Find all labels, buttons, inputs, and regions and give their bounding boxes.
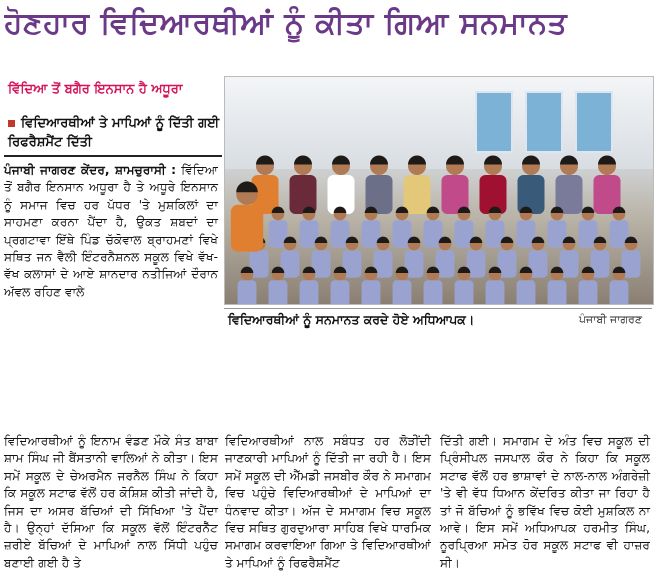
person-figure	[332, 156, 350, 165]
bullet-icon	[8, 120, 15, 127]
person-figure	[331, 280, 350, 304]
person-figure	[408, 156, 426, 165]
photo-caption-bar	[224, 308, 652, 331]
photo-window	[575, 91, 613, 153]
person-figure	[484, 156, 502, 165]
person-figure	[370, 156, 388, 165]
person-figure	[393, 280, 412, 304]
person-figure	[231, 205, 263, 252]
dateline: ਪੰਜਾਬੀ ਜਾਗਰਣ ਕੇਂਦਰ, ਸ਼ਾਮਚੁਰਾਸੀ :	[4, 163, 177, 177]
person-figure	[579, 280, 598, 304]
article-column-3: ਵਿਦਿਆਰਥੀਆਂ ਨਾਲ ਸਬੰਧਤ ਹਰ ਲੋੜੀਂਦੀ ਜਾਣਕਾਰੀ ਮਾਪਿਆਂ ਨੂੰ ਦਿੱਤੀ ਜਾ ਰਹੀ ਹੈ। ਇਸ ਸਮੇਂ ਸਕੂਲ ਦੀ ਐੱਮਡੀ ਜਸਬੀਰ ਕੌਰ ਨੇ ਸਮਾਗਮ ਵਿਚ ਪਹੁੰਚੇ ਵਿਦਿਆਰਥੀਆਂ ਦੇ ਮਾਪਿਆਂ ਦਾ ਧੰਨਵਾਦ ਕੀਤਾ। ਅੱਜ ਦੇ ਸਮਾਗਮ ਵਿਚ ਸਕੂਲ ਵਿਚ ਸਥਿਤ ਗੁਰਦੁਆਰਾ ਸਾਹਿਬ ਵਿਖੇ ਧਾਰਮਿਕ ਸਮਾਗਮ ਕਰਵਾਇਆ ਗਿਆ ਤੇ ਵਿਦਿਆਰਥੀਆਂ ਤੇ ਮਾਪਿਆਂ ਨੂੰ ਰਿਫਰੈਸ਼ਮੈਂਟ	[225, 434, 431, 570]
person-figure	[598, 156, 616, 165]
photo-window	[525, 91, 563, 153]
person-figure	[404, 175, 431, 214]
person-figure	[486, 280, 505, 304]
person-figure	[294, 156, 312, 165]
deck-text: ਵਿਦਿਆਰਥੀਆਂ ਤੇ ਮਾਪਿਆਂ ਨੂੰ ਦਿੱਤੀ ਗਈ ਰਿਫਰੈਸ਼ਮੈਂਟ ਦਿੱਤੀ	[8, 116, 220, 150]
person-figure	[522, 156, 540, 165]
person-figure	[256, 156, 274, 165]
students-group-illustration	[225, 154, 653, 304]
article-paragraph-1: ਵਿੱਦਿਆ ਤੋਂ ਬਗੈਰ ਇਨਸਾਨ ਅਧੂਰਾ ਹੈ ਤੇ ਅਧੂਰੇ ਇਨਸਾਨ ਨੂੰ ਸਮਾਜ ਵਿਚ ਹਰ ਪੱਧਰ 'ਤੇ ਮੁਸ਼ਕਿਲਾਂ ਦਾ ਸਾਹਮਣਾ ਕਰਨਾ ਪੈਂਦਾ ਹੈ, ਉਕਤ ਸ਼ਬਦਾਂ ਦਾ ਪ੍ਰਗਟਾਵਾ ਇੱਥੇ ਪਿੰਡ ਚੱਕੋਵਾਲ ਬ੍ਰਾਹਮਣਾਂ ਵਿਖੇ ਸਥਿਤ ਜਨ ਵੈਲੀ ਇੰਟਰਨੈਸ਼ਨਲ ਸਕੂਲ ਵਿਖੇ ਵੱਖ-ਵੱਖ ਕਲਾਸਾਂ ਦੇ ਆਏ ਸ਼ਾਨਦਾਰ ਨਤੀਜਿਆਂ ਦੌਰਾਨ ਅੱਵਲ ਰਹਿਣ ਵਾਲੇ	[4, 163, 218, 299]
photo-credit: ਪੰਜਾਬੀ ਜਾਗਰਣ	[578, 313, 642, 326]
photo-caption: ਵਿਦਿਆਰਥੀਆਂ ਨੂੰ ਸਨਮਾਨਤ ਕਰਦੇ ਹੋਏ ਅਧਿਆਪਕ।	[228, 312, 475, 327]
person-figure	[610, 280, 629, 304]
person-figure	[582, 207, 595, 213]
article-column-4: ਦਿੱਤੀ ਗਈ। ਸਮਾਗਮ ਦੇ ਅੰਤ ਵਿਚ ਸਕੂਲ ਦੀ ਪ੍ਰਿੰਸੀਪਲ ਜਸਪਾਲ ਕੌਰ ਨੇ ਕਿਹਾ ਕਿ ਸਕੂਲ ਸਟਾਫ ਵੱਲੋਂ ਹਰ ਭਾਸ਼ਾਵਾਂ ਦੇ ਨਾਲ-ਨਾਲ ਅੰਗਰੇਜ਼ੀ 'ਤੇ ਵੀ ਵੱਧ ਧਿਆਨ ਕੇਂਦਰਿਤ ਕੀਤਾ ਜਾ ਰਿਹਾ ਹੈ ਤਾਂ ਜੋ ਬੱਚਿਆਂ ਨੂੰ ਭਵਿੱਖ ਵਿਚ ਕੋਈ ਮੁਸ਼ਕਿਲ ਨਾ ਆਵੇ। ਇਸ ਸਮੇਂ ਅਧਿਆਪਕ ਹਰਮੀਤ ਸਿੰਘ, ਨੂਰਪ੍ਰਿਆ ਸਮੇਤ ਹੋਰ ਸਕੂਲ ਸਟਾਫ ਵੀ ਹਾਜ਼ਰ ਸੀ।	[440, 434, 650, 570]
person-figure	[424, 280, 443, 304]
news-photo	[224, 76, 654, 305]
photo-window	[475, 91, 513, 153]
deck	[8, 114, 220, 152]
person-figure	[269, 280, 288, 304]
person-figure	[517, 280, 536, 304]
person-figure	[518, 175, 545, 214]
headline: ਹੋਣਹਾਰ ਵਿਦਿਆਰਥੀਆਂ ਨੂੰ ਕੀਤਾ ਗਿਆ ਸਨਮਾਨਤ	[4, 6, 568, 41]
article-column-2: ਵਿਦਿਆਰਥੀਆਂ ਨੂੰ ਇਨਾਮ ਵੰਡਣ ਮੌਕੇ ਸੰਤ ਬਾਬਾ ਸ਼ਾਮ ਸਿੰਘ ਜੀ ਬੈਂਸਤਾਨੀ ਵਾਲਿਆਂ ਨੇ ਕੀਤਾ। ਇਸ ਸਮੇਂ ਸਕੂਲ ਦੇ ਚੇਅਰਮੈਨ ਜਰਨੈਲ ਸਿੰਘ ਨੇ ਕਿਹਾ ਕਿ ਸਕੂਲ ਸਟਾਫ ਵੱਲੋਂ ਹਰ ਕੋਸ਼ਿਸ਼ ਕੀਤੀ ਜਾਂਦੀ ਹੈ, ਜਿਸ ਦਾ ਅਸਰ ਬੱਚਿਆਂ ਦੀ ਸਿੱਖਿਆ 'ਤੇ ਪੈਂਦਾ ਹੈ। ਉਨ੍ਹਾਂ ਦੱਸਿਆ ਕਿ ਸਕੂਲ ਵੱਲੋਂ ਇੰਟਰਨੈੱਟ ਜ਼ਰੀਏ ਬੱਚਿਆਂ ਦੇ ਮਾਪਿਆਂ ਨਾਲ ਸਿੱਧੀ ਪਹੁੰਚ ਬਣਾਈ ਗਈ ਹੈ ਤੇ	[4, 434, 218, 570]
person-figure	[446, 156, 464, 165]
article-column-1	[4, 162, 218, 301]
person-figure	[238, 280, 257, 304]
person-figure	[560, 156, 578, 165]
person-figure	[362, 280, 381, 304]
person-figure	[300, 280, 319, 304]
person-figure	[548, 280, 567, 304]
person-figure	[455, 280, 474, 304]
divider	[4, 155, 222, 157]
kicker: ਵਿੱਦਿਆ ਤੋਂ ਬਗੈਰ ਇਨਸਾਨ ਹੈ ਅਧੂਰਾ	[8, 82, 183, 97]
